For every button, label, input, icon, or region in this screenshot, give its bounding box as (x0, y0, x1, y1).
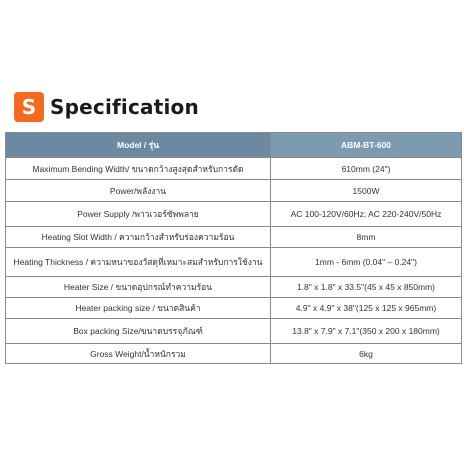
row-value: 1.8" x 1.8" x 33.5"(45 x 45 x 850mm) (271, 277, 462, 298)
row-label: Heating Thickness / ความหนาของวัสดุที่เหมาะสมสำหรับการใช้งาน (6, 248, 271, 277)
row-value: 8mm (271, 227, 462, 248)
row-label: Heater Size / ขนาดอุปกรณ์ทำความร้อน (6, 277, 271, 298)
row-label: Box packing Size/ขนาดบรรจุภัณฑ์ (6, 319, 271, 344)
row-value: AC 100-120V/60Hz; AC 220-240V/50Hz (271, 202, 462, 227)
table-row (6, 202, 462, 227)
table-row (6, 319, 462, 344)
row-value: 1500W (271, 180, 462, 202)
spec-header (14, 92, 199, 122)
header-model-label: Model / รุ่น (6, 133, 271, 158)
table-row (6, 180, 462, 202)
logo-letter: S (21, 95, 37, 119)
table-row (6, 227, 462, 248)
s-logo-icon (14, 92, 44, 122)
row-label: Heating Slot Width / ความกว้างสำหรับร่องความร้อน (6, 227, 271, 248)
header-model-value: ABM-BT-600 (271, 133, 462, 158)
row-label: Power Supply /พาวเวอร์ซัพพลาย (6, 202, 271, 227)
row-label: Power/พลังงาน (6, 180, 271, 202)
row-value: 4.9" x 4.9" x 38"(125 x 125 x 965mm) (271, 298, 462, 319)
table-row (6, 248, 462, 277)
row-label: Maximum Bending Width/ ขนาดกว้างสูงสุดสำหรับการดัด (6, 158, 271, 180)
table-row (6, 344, 462, 364)
row-label: Heater packing size / ขนาดสินค้า (6, 298, 271, 319)
row-value: 13.8" x 7.9" x 7.1"(350 x 200 x 180mm) (271, 319, 462, 344)
table-row (6, 158, 462, 180)
row-value: 6kg (271, 344, 462, 364)
page-title: Specification (50, 95, 199, 119)
table-row (6, 277, 462, 298)
row-value: 610mm (24") (271, 158, 462, 180)
table-row (6, 298, 462, 319)
row-label: Gross Weight/น้ำหนักรวม (6, 344, 271, 364)
table-header-row (6, 133, 462, 158)
row-value: 1mm - 6mm (0.04" – 0.24") (271, 248, 462, 277)
spec-table (5, 132, 462, 364)
